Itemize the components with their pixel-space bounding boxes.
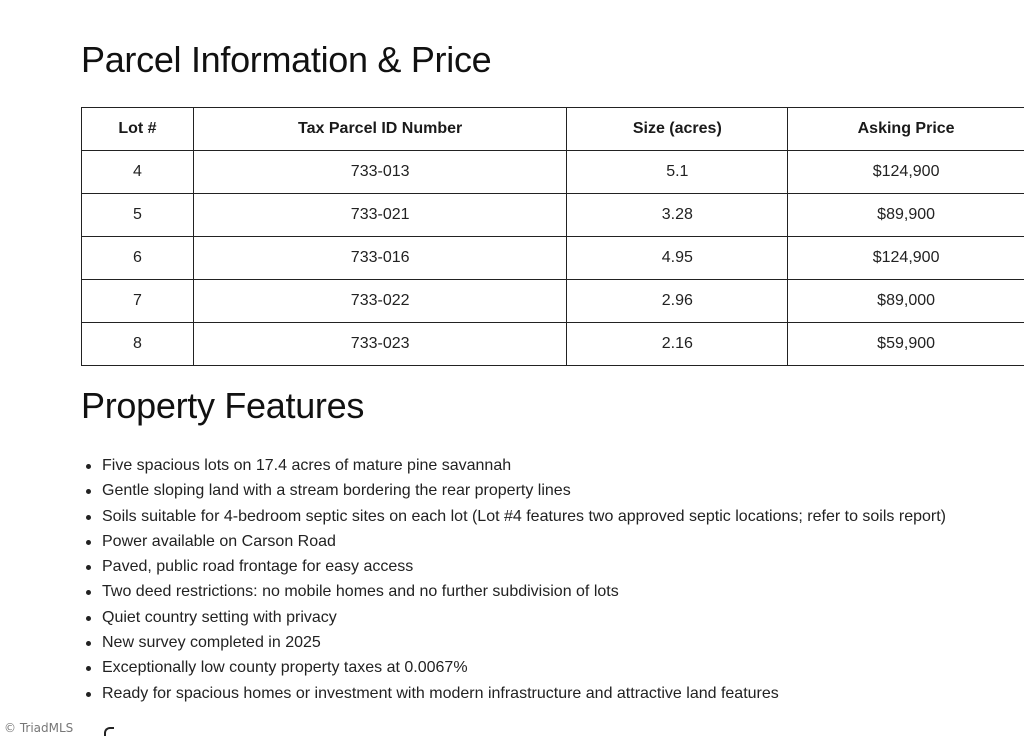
features-list bbox=[80, 453, 946, 706]
header-tax-parcel-id: Tax Parcel ID Number bbox=[193, 108, 567, 151]
cell-lot: 6 bbox=[82, 237, 194, 280]
cropped-text-fragment bbox=[104, 727, 114, 736]
header-size: Size (acres) bbox=[567, 108, 788, 151]
cell-lot: 8 bbox=[82, 323, 194, 366]
list-item: Gentle sloping land with a stream bordering the rear property lines bbox=[80, 478, 946, 503]
table-row bbox=[82, 280, 1024, 323]
cell-asking-price: $124,900 bbox=[788, 151, 1024, 194]
list-item: Two deed restrictions: no mobile homes and no further subdivision of lots bbox=[80, 579, 946, 604]
cell-lot: 5 bbox=[82, 194, 194, 237]
cell-size: 5.1 bbox=[567, 151, 788, 194]
table-row bbox=[82, 194, 1024, 237]
list-item: Paved, public road frontage for easy access bbox=[80, 554, 946, 579]
mls-watermark: © TriadMLS bbox=[4, 721, 74, 735]
list-item: Quiet country setting with privacy bbox=[80, 605, 946, 630]
parcel-section-title: Parcel Information & Price bbox=[81, 39, 492, 80]
cell-size: 4.95 bbox=[567, 237, 788, 280]
cell-tax-parcel-id: 733-013 bbox=[193, 151, 567, 194]
table-row bbox=[82, 323, 1024, 366]
list-item: Five spacious lots on 17.4 acres of mature pine savannah bbox=[80, 453, 946, 478]
cell-asking-price: $59,900 bbox=[788, 323, 1024, 366]
cell-size: 2.96 bbox=[567, 280, 788, 323]
list-item: Ready for spacious homes or investment with modern infrastructure and attractive land features bbox=[80, 681, 946, 706]
cell-asking-price: $89,900 bbox=[788, 194, 1024, 237]
cell-tax-parcel-id: 733-023 bbox=[193, 323, 567, 366]
cell-lot: 7 bbox=[82, 280, 194, 323]
list-item: New survey completed in 2025 bbox=[80, 630, 946, 655]
table-header-row bbox=[82, 108, 1024, 151]
cell-lot: 4 bbox=[82, 151, 194, 194]
cell-asking-price: $124,900 bbox=[788, 237, 1024, 280]
table-row bbox=[82, 151, 1024, 194]
header-asking-price: Asking Price bbox=[788, 108, 1024, 151]
cell-tax-parcel-id: 733-021 bbox=[193, 194, 567, 237]
table-row bbox=[82, 237, 1024, 280]
list-item: Exceptionally low county property taxes at 0.0067% bbox=[80, 655, 946, 680]
features-section-title: Property Features bbox=[81, 385, 365, 426]
cell-tax-parcel-id: 733-022 bbox=[193, 280, 567, 323]
parcel-table bbox=[81, 107, 1024, 366]
list-item: Soils suitable for 4-bedroom septic sites on each lot (Lot #4 features two approved septic locations; refer to soils report) bbox=[80, 504, 946, 529]
cell-asking-price: $89,000 bbox=[788, 280, 1024, 323]
list-item: Power available on Carson Road bbox=[80, 529, 946, 554]
header-lot: Lot # bbox=[82, 108, 194, 151]
cell-size: 2.16 bbox=[567, 323, 788, 366]
cell-size: 3.28 bbox=[567, 194, 788, 237]
cell-tax-parcel-id: 733-016 bbox=[193, 237, 567, 280]
